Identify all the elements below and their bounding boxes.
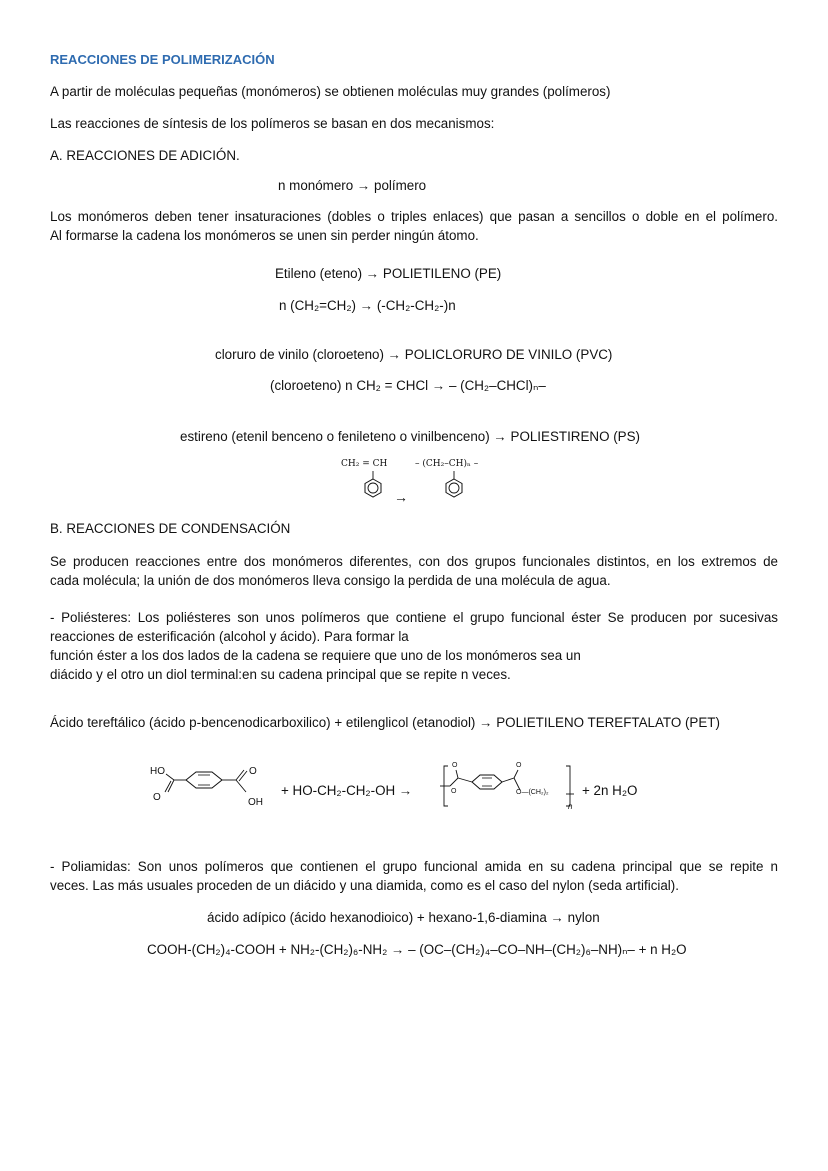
pet-water-product: + 2n H₂O	[582, 783, 638, 798]
condensation-description	[50, 552, 778, 590]
pet-diol-reactant: + HO-CH₂-CH₂-OH →	[281, 783, 413, 798]
nylon-formula: COOH-(CH₂)₄-COOH + NH₂-(CH₂)₆-NH₂ → – (OC–(CH₂)₄–CO–NH–(CH₂)₆–NH)ₙ– + n H₂O	[147, 942, 687, 957]
pet-o-bottom-label: O	[153, 792, 161, 803]
pet-ho-label: HO	[150, 766, 165, 777]
intro-line: Las reacciones de síntesis de los polímeros se basan en dos mecanismos:	[50, 116, 495, 131]
styrene-reaction-figure	[330, 455, 500, 515]
addition-heading: A. REACCIONES DE ADICIÓN.	[50, 148, 240, 163]
nylon-reaction-name: ácido adípico (ácido hexanodioico) + hexano-1,6-diamina → nylon	[207, 910, 600, 925]
pet-reaction-name: Ácido tereftálico (ácido p-bencenodicarboxilico) + etilenglicol (etanodiol) → POLIETILENO TEREFTALATO (PET)	[50, 715, 720, 730]
styrene-monomer-label: CH₂ = CH	[341, 459, 388, 469]
polyester-paragraph	[50, 608, 778, 684]
polyester-line: reacciones de esterificación (alcohol y ácido). Para formar la	[50, 629, 409, 644]
pe-formula: n (CH₂=CH₂) → (-CH₂-CH₂-)n	[279, 298, 456, 313]
pvc-formula: (cloroeteno) n CH₂ = CHCl → – (CH₂–CHCl)ₙ–	[270, 378, 546, 393]
addition-description	[50, 207, 778, 245]
polyamide-paragraph	[50, 857, 778, 895]
pet-reaction-figure	[148, 762, 668, 818]
pet-repeat-n: n	[568, 802, 573, 811]
pvc-reaction-name: cloruro de vinilo (cloroeteno) → POLICLORURO DE VINILO (PVC)	[215, 347, 613, 362]
polyamide-line: - Poliamidas: Son unos polímeros que contienen el grupo funcional amida en su cadena principal que se repite n	[50, 859, 778, 874]
addition-description-line: Los monómeros deben tener insaturaciones (dobles o triples enlaces) que pasan a sencillos o doble en el polímero.	[50, 209, 778, 224]
benzene-ring-diagrams	[330, 455, 500, 515]
ps-reaction-name: estireno (etenil benceno o fenileteno o vinilbenceno) → POLIESTIRENO (PS)	[180, 429, 640, 444]
polyamide-line: veces. Las más usuales proceden de un diácido y una diamida, como es el caso del nylon (seda artificial).	[50, 878, 679, 893]
condensation-heading: B. REACCIONES DE CONDENSACIÓN	[50, 521, 291, 536]
pet-poly-o-label: O	[516, 762, 522, 769]
polyester-line: - Poliésteres: Los poliésteres son unos polímeros que contiene el grupo funcional éster Se producen por sucesivas	[50, 610, 778, 625]
condensation-description-line: cada molécula; la unión de dos monómeros lleva consigo la perdida de una molécula de agua.	[50, 573, 611, 588]
pet-poly-o-label: O	[452, 762, 458, 769]
polyester-line: diácido y el otro un diol terminal:en su cadena principal que se repite n veces.	[50, 667, 511, 682]
intro-line: A partir de moléculas pequeñas (monómeros) se obtienen moléculas muy grandes (polímeros)	[50, 84, 611, 99]
pe-reaction-name: Etileno (eteno) → POLIETILENO (PE)	[275, 266, 502, 281]
polyester-line: función éster a los dos lados de la cadena se requiere que uno de los monómeros sea un	[50, 648, 581, 663]
condensation-description-line: Se producen reacciones entre dos monómeros diferentes, con dos grupos funcionales distintos, en los extremos de	[50, 554, 778, 569]
addition-general-equation: n monómero → polímero	[278, 178, 427, 193]
pet-o-top-label: O	[249, 766, 257, 777]
page-title: REACCIONES DE POLIMERIZACIÓN	[50, 52, 275, 67]
addition-description-line: Al formarse la cadena los monómeros se unen sin perder ningún átomo.	[50, 228, 479, 243]
pet-oh-label: OH	[248, 797, 263, 808]
pet-poly-chain-label: O—(CH₂)₂	[516, 789, 549, 796]
polystyrene-label: – (CH₂–CH)ₙ –	[415, 459, 479, 469]
reaction-arrow-icon: →	[394, 489, 408, 505]
pet-poly-o-label: O	[451, 788, 457, 795]
